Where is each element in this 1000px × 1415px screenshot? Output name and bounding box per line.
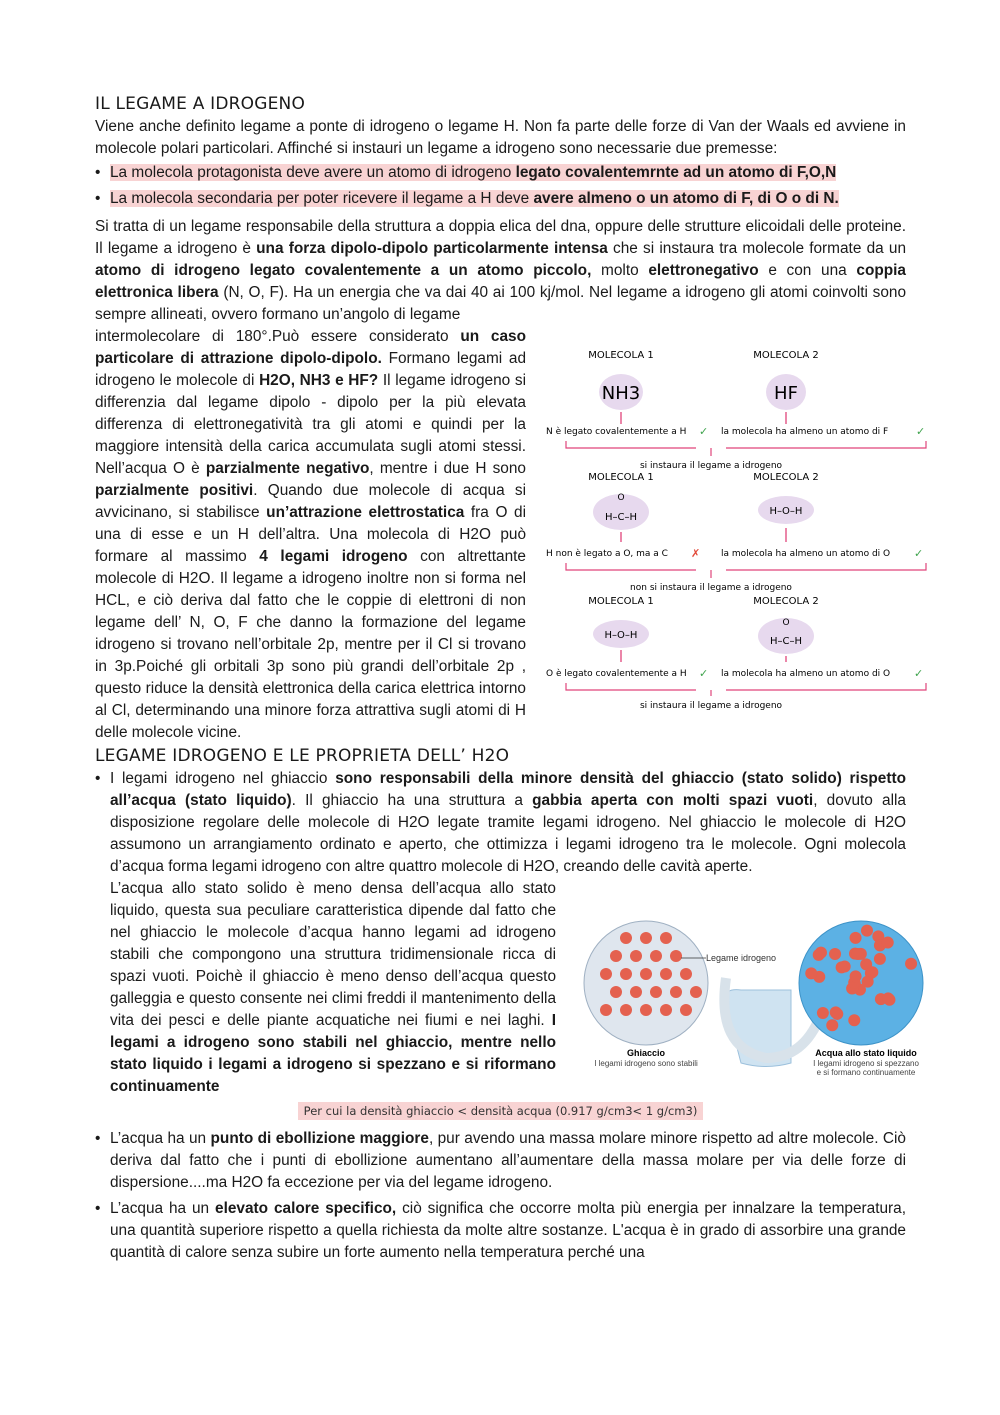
section-title-hydrogen-bond: IL LEGAME A IDROGENO — [95, 94, 306, 114]
diagram-row-1 — [546, 350, 926, 471]
bullet-dot: • — [95, 770, 101, 787]
ice-molecule — [640, 968, 652, 980]
svg-text:O: O — [617, 493, 625, 503]
svg-text:la molecola ha almeno un atomo: la molecola ha almeno un atomo di O — [721, 669, 891, 679]
liquid-molecule — [882, 937, 894, 949]
premise-bold: avere almeno o un atomo di F, di O o di N. — [533, 190, 839, 207]
svg-text:H–C–H: H–C–H — [769, 636, 803, 647]
liquid-molecule — [852, 948, 864, 960]
svg-text:H non è legato a O, ma a C: H non è legato a O, ma a C — [546, 549, 668, 559]
premise-text: La molecola secondaria per poter ricevere il legame a H deve — [110, 190, 534, 207]
ice-molecule — [600, 968, 612, 980]
svg-text:✓: ✓ — [699, 667, 709, 680]
svg-text:O è legato covalentemente a H: O è legato covalentemente a H — [546, 669, 687, 679]
svg-text:I legami idrogeno sono stabili: I legami idrogeno sono stabili — [594, 1059, 698, 1068]
paragraph-ice-density: L’acqua allo stato solido è meno densa dell’acqua allo stato liquido, questa sua peculiare caratteristica dipende dal fatto che nel ghiaccio le molecole d’acqua hanno legami ad idrogeno stabili che compongono una struttura tridimensionale ricca di spazi vuoti. Poichè il ghiaccio è meno denso dell’acqua questo galleggia e questo consente nei climi freddi il mantenimento della vita dei pesci e delle piante acquatiche nei fiumi e nei laghi. I legami a idrogeno sono stabili nel ghiaccio, mentre nello stato liquido i legami a idrogeno si spezzano e si riformano continuamente — [110, 880, 556, 1095]
svg-text:✗: ✗ — [691, 547, 701, 560]
ice-vs-liquid-figure — [576, 898, 926, 1078]
liquid-molecule — [850, 970, 862, 982]
density-note-wrap — [95, 1102, 906, 1120]
svg-text:MOLECOLA 1: MOLECOLA 1 — [588, 472, 654, 483]
liquid-molecule — [905, 958, 917, 970]
ice-molecule — [670, 950, 682, 962]
ice-molecule — [610, 986, 622, 998]
bullet-boiling-point: • L’acqua ha un punto di ebollizione maggiore, pur avendo una massa molare minore rispetto ad altre molecole. Ciò deriva dal fatto che i punti di ebollizione aumentano all’aumentare della massa molare per via delle forze di dispersione....ma H2O fa eccezione per via del legame idrogeno. — [95, 1128, 906, 1194]
diagram-row-3 — [546, 596, 926, 711]
svg-text:MOLECOLA 2: MOLECOLA 2 — [753, 350, 819, 361]
ice-molecule — [690, 986, 702, 998]
liquid-molecule — [830, 1006, 842, 1018]
svg-text:MOLECOLA 2: MOLECOLA 2 — [753, 596, 819, 607]
svg-text:MOLECOLA 2: MOLECOLA 2 — [753, 472, 819, 483]
document-page — [95, 92, 926, 1264]
diagram-row-2 — [546, 472, 926, 593]
premise-bold: legato covalentemrnte ad un atomo di F,O,N — [515, 164, 837, 181]
svg-text:✓: ✓ — [699, 425, 709, 438]
svg-text:✓: ✓ — [916, 425, 926, 438]
liquid-molecule — [815, 947, 827, 959]
liquid-molecule — [805, 967, 817, 979]
ice-molecule — [600, 1004, 612, 1016]
bullet-dot: • — [95, 1200, 101, 1217]
svg-text:H–O–H: H–O–H — [769, 506, 803, 517]
bullet-specific-heat: • L’acqua ha un elevato calore specifico, ciò significa che occorre molta più energia per innalzare la temperatura, una quantità superiore rispetto a quella richiesta da molte altre sostanze. L'acqua è in grado di assorbire una grande quantità di calore senza subire un forte aumento nella temperatura perché una — [95, 1198, 906, 1264]
svg-text:la molecola ha almeno un atomo: la molecola ha almeno un atomo di O — [721, 549, 891, 559]
bullet-dot: • — [95, 1130, 101, 1147]
ice-section — [95, 878, 919, 1098]
svg-text:NH3: NH3 — [601, 383, 641, 404]
ice-molecule — [660, 968, 672, 980]
section-title-water-properties: LEGAME IDROGENO E LE PROPRIETA DELL’ H2O — [95, 746, 510, 766]
bullet-dot: • — [95, 164, 101, 181]
premise-item — [95, 162, 906, 184]
svg-text:I legami idrogeno si spezzano: I legami idrogeno si spezzano — [813, 1059, 919, 1068]
ice-molecule — [680, 1004, 692, 1016]
ice-molecule — [620, 968, 632, 980]
svg-text:Legame idrogeno: Legame idrogeno — [706, 953, 777, 963]
hydrogen-bond-diagram — [546, 342, 936, 712]
svg-text:O: O — [782, 618, 790, 628]
svg-text:la molecola ha almeno un atomo: la molecola ha almeno un atomo di F — [721, 427, 889, 437]
liquid-molecule — [866, 966, 878, 978]
svg-text:MOLECOLA 1: MOLECOLA 1 — [588, 350, 654, 361]
premise-item — [95, 188, 906, 210]
ice-molecule — [630, 950, 642, 962]
svg-text:N è legato covalentemente a H: N è legato covalentemente a H — [546, 427, 687, 437]
svg-text:H–O–H: H–O–H — [604, 630, 638, 641]
liquid-molecule — [861, 925, 873, 937]
svg-text:✓: ✓ — [914, 667, 924, 680]
liquid-molecule — [826, 1019, 838, 1031]
liquid-molecule — [848, 1014, 860, 1026]
paragraph-dipole: intermolecolare di 180°.Può essere considerato un caso particolare di attrazione dipolo-dipolo. Formano legami ad idrogeno le molecole di H2O, NH3 e HF? Il legame idrogeno si differenzia dal legame dipolo - dipolo per la più elevata differenza di elettronegatività tra gli atomi e quindi per la maggiore intensità della carica accumulata sugli atomi stessi. Nell’acqua O è parzialmente negativo, mentre i due H sono parzialmente positivi. Quando due molecole di acqua si avvicinano, si stabilisce un’attrazione elettrostatica fra O di una di esse e un H dell’altra. Una molecola di H2O può formare al massimo 4 legami idrogeno con altrettante molecole di H2O. Il legame a idrogeno inoltre non si forma nel HCL, e ciò deriva dal fatto che le coppie di elettroni di non legame dell’ N, O, F che danno la formazione del legame idrogeno si trovano nell’orbitale 2p, mentre per il Cl si trovano in 3p.Poiché gli orbitali 3p sono più grandi dell’orbitale 2p , questo riduce la densità elettronica della carica elettrica intorno al Cl, determinando una minore forza attrattiva sugli atomi di H delle molecole vicine. — [95, 328, 527, 741]
ice-molecule — [620, 1004, 632, 1016]
liquid-molecule — [817, 1007, 829, 1019]
svg-text:si instaura il legame a idroge: si instaura il legame a idrogeno — [639, 701, 783, 711]
liquid-molecule — [836, 961, 848, 973]
svg-text:Ghiaccio: Ghiaccio — [626, 1048, 666, 1058]
svg-text:MOLECOLA 1: MOLECOLA 1 — [588, 596, 654, 607]
ice-molecule — [630, 986, 642, 998]
ice-molecule — [620, 932, 632, 944]
liquid-molecule — [882, 992, 894, 1004]
svg-text:H–C–H: H–C–H — [604, 512, 638, 523]
svg-text:si instaura il legame a idroge: si instaura il legame a idrogeno — [639, 461, 783, 471]
ice-molecule — [660, 932, 672, 944]
intro-paragraph: Viene anche definito legame a ponte di idrogeno o legame H. Non fa parte delle forze di Van der Waals ed avviene in molecole polari particolari. Affinché si instauri un legame a idrogeno sono necessarie due premesse: — [95, 118, 906, 157]
svg-text:Acqua allo stato liquido: Acqua allo stato liquido — [815, 1048, 917, 1058]
svg-text:non si instaura il legame a id: non si instaura il legame a idrogeno — [630, 583, 792, 593]
ice-molecule — [680, 968, 692, 980]
premise-text: La molecola protagonista deve avere un atomo di idrogeno — [110, 164, 516, 181]
density-note: Per cui la densità ghiaccio < densità acqua (0.917 g/cm3< 1 g/cm3) — [298, 1102, 704, 1120]
ice-molecule — [640, 932, 652, 944]
ice-molecule — [660, 1004, 672, 1016]
ice-molecule — [670, 986, 682, 998]
ice-molecule — [640, 1004, 652, 1016]
bullet-ice-density: • I legami idrogeno nel ghiaccio sono responsabili della minore densità del ghiaccio (stato solido) rispetto all’acqua (stato liquido). Il ghiaccio ha una struttura a gabbia aperta con molti spazi vuoti, dovuto alla disposizione regolare delle molecole di H2O legate tramite legami idrogeno. Nel ghiaccio le molecole di H2O assumono un arrangiamento ordinato e aperto, che ottimizza i legami idrogeno tra le molecole. Ogni molecola d’acqua forma legami idrogeno con altre quattro molecole di H2O, creando delle cavità aperte. — [95, 768, 906, 878]
svg-text:HF: HF — [774, 383, 798, 404]
liquid-molecule — [850, 932, 862, 944]
ice-molecule — [650, 950, 662, 962]
paragraph-dna: Si tratta di un legame responsabile della struttura a doppia elica del dna, oppure delle strutture elicoidali delle proteine. Il legame a idrogeno è una forza dipolo-dipolo particolarmente intensa che si instaura tra molecole formate da un atomo di idrogeno legato covalentemente a un atomo piccolo, molto elettronegativo e con una coppia elettronica libera (N, O, F). Ha un energia che va dai 40 ai 100 kj/mol. Nel legame a idrogeno gli atomi coinvolti sono sempre allineati, ovvero formano un’angolo di legame — [95, 218, 907, 323]
ice-molecule — [610, 950, 622, 962]
ice-molecule — [650, 986, 662, 998]
svg-text:✓: ✓ — [914, 547, 924, 560]
liquid-molecule — [874, 953, 886, 965]
svg-text:e si formano continuamente: e si formano continuamente — [816, 1068, 916, 1077]
bullet-dot: • — [95, 190, 101, 207]
liquid-molecule — [829, 948, 841, 960]
